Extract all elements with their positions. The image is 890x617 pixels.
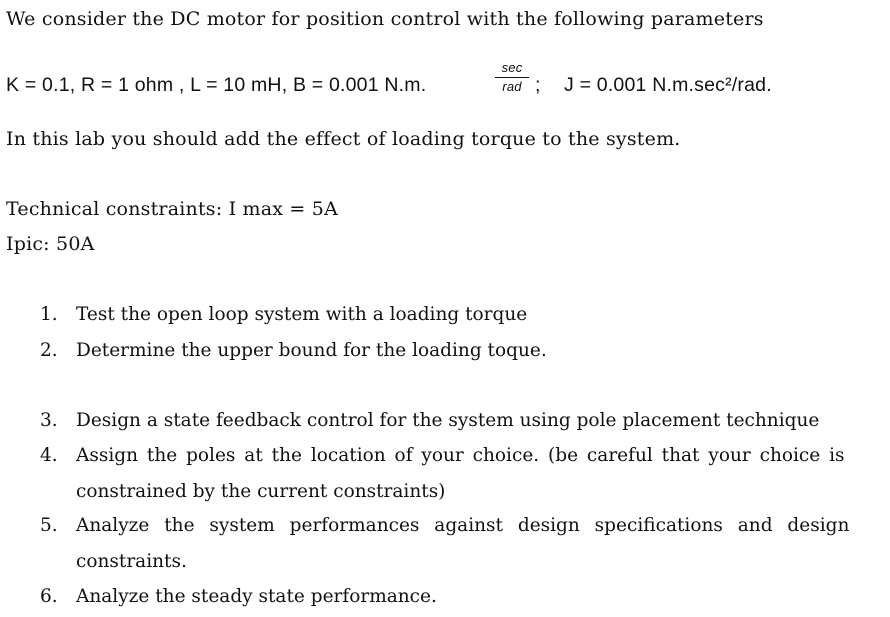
list-item <box>40 445 76 466</box>
list-text: Assign the poles at the location of your choice. (be careful that your choice is <box>76 445 845 466</box>
list-text: Analyze the steady state performance. <box>76 586 437 607</box>
list-item <box>40 340 547 361</box>
loading-torque-sentence: In this lab you should add the effect of loading torque to the system. <box>6 128 681 150</box>
list-number: 5. <box>40 515 58 536</box>
list-text: Determine the upper bound for the loading toque. <box>76 340 547 361</box>
list-text: Analyze the system performances against design specifications and design <box>76 515 850 536</box>
list-number: 3. <box>40 410 58 431</box>
list-item <box>40 515 76 536</box>
ipic-constraint: Ipic: 50A <box>6 233 95 255</box>
sec-per-rad-fraction <box>492 60 532 95</box>
technical-constraints: Technical constraints: I max = 5A <box>6 198 338 220</box>
list-number: 4. <box>40 445 58 466</box>
list-text-continuation: constraints. <box>76 551 187 572</box>
list-item <box>40 410 819 431</box>
list-text: Test the open loop system with a loading torque <box>76 304 528 325</box>
list-text: Design a state feedback control for the system using pole placement technique <box>76 410 820 431</box>
fraction-denominator: rad <box>502 79 522 94</box>
fraction-numerator: sec <box>501 60 523 75</box>
parameter-j: J = 0.001 N.m.sec²/rad. <box>564 74 772 96</box>
list-number: 6. <box>40 586 58 607</box>
fraction-bar <box>495 77 529 78</box>
list-number: 1. <box>40 304 58 325</box>
list-item <box>40 586 437 607</box>
list-text-line <box>76 515 849 536</box>
list-text-continuation: constrained by the current constraints) <box>76 481 446 502</box>
parameter-separator: ; <box>535 74 541 96</box>
list-item <box>40 304 527 325</box>
intro-sentence: We consider the DC motor for position control with the following parameters <box>6 8 764 30</box>
list-number: 2. <box>40 340 58 361</box>
list-text-line <box>76 445 884 466</box>
parameter-k-r-l-b: K = 0.1, R = 1 ohm , L = 10 mH, B = 0.001 N.m. <box>6 74 427 96</box>
